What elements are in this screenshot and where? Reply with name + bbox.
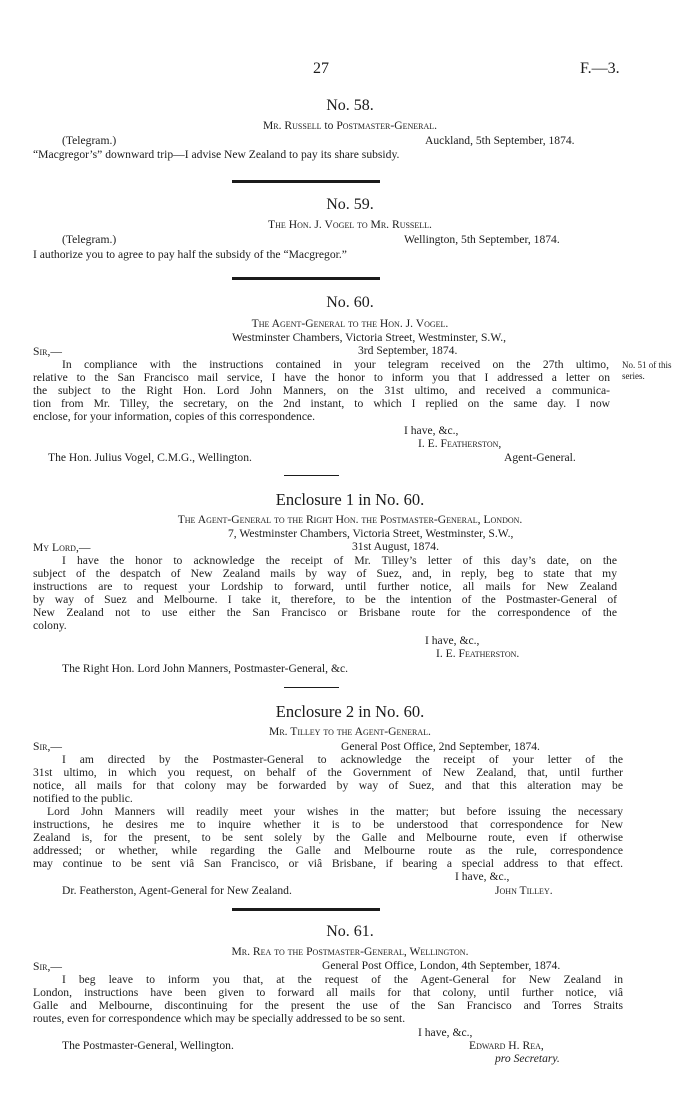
enclosure-2-closing: I have, &c., bbox=[455, 870, 510, 883]
item-61-heading: Mr. Rea to the Postmaster-General, Wellington. bbox=[231, 945, 469, 958]
enclosure-2-addressee: Dr. Featherston, Agent-General for New Zealand. bbox=[62, 884, 292, 897]
item-61-addressee: The Postmaster-General, Wellington. bbox=[62, 1039, 234, 1052]
margin-note: No. 51 of this bbox=[622, 360, 672, 370]
enclosure-2-body-line: notice, all mails for that colony may be forwarded by way of Suez, and that this alteration may be bbox=[33, 779, 623, 792]
item-61-body-line: Galle and Melbourne, discontinuing for the present the use of the San Francisco and Torres Straits bbox=[33, 999, 623, 1012]
item-61-body-line: London, instructions have been given to forward all mails for that colony, until further notice, viâ bbox=[33, 986, 623, 999]
item-61-signatory-title: pro Secretary. bbox=[495, 1052, 560, 1065]
item-61-signature: Edward H. Rea, bbox=[469, 1039, 544, 1052]
page-number: 27 bbox=[313, 60, 329, 77]
item-59-heading: The Hon. J. Vogel to Mr. Russell. bbox=[268, 218, 432, 231]
item-59-text: I authorize you to agree to pay half the subsidy of the “Macgregor.” bbox=[33, 248, 347, 261]
item-60-body-line: tion from Mr. Tilley, the secretary, on the 2nd instant, to which I replied on the same day. I now bbox=[33, 397, 610, 410]
item-60-heading: The Agent-General to the Hon. J. Vogel. bbox=[251, 317, 449, 330]
enclosure-1-heading: The Agent-General to the Right Hon. the Postmaster-General, London. bbox=[177, 513, 523, 526]
item-61-body-line: I beg leave to inform you that, at the request of the Agent-General for New Zealand in bbox=[62, 973, 623, 986]
item-59-telegram-label: (Telegram.) bbox=[62, 233, 117, 246]
enclosure-2-signature: John Tilley. bbox=[495, 884, 553, 897]
enclosure-1-signature: I. E. Featherston. bbox=[436, 647, 520, 660]
section-divider bbox=[232, 180, 380, 183]
enclosure-2-body-line: may continue to be sent viâ San Francisco, or viâ Brisbane, if bearing a special address to that effect. bbox=[33, 857, 623, 870]
enclosure-2-body-line: notified to the public. bbox=[33, 792, 133, 805]
item-59-place-date: Wellington, 5th September, 1874. bbox=[404, 233, 560, 246]
enclosure-2-body-line: 31st ultimo, in which you request, on behalf of the Government of New Zealand, that, until further bbox=[33, 766, 623, 779]
enclosure-2-address: General Post Office, 2nd September, 1874. bbox=[341, 740, 540, 753]
item-61-closing: I have, &c., bbox=[418, 1026, 473, 1039]
enclosure-1-salutation: My Lord,— bbox=[33, 541, 91, 554]
enclosure-2-salutation: Sir,— bbox=[33, 740, 62, 753]
enclosure-1-closing: I have, &c., bbox=[425, 634, 480, 647]
item-58-text: “Macgregor’s” downward trip—I advise New Zealand to pay its share subsidy. bbox=[33, 148, 400, 161]
enclosure-1-body-line: colony. bbox=[33, 619, 67, 632]
enclosure-2-body-line: I am directed by the Postmaster-General to acknowledge the receipt of your letter of the bbox=[62, 753, 623, 766]
section-divider bbox=[284, 475, 339, 476]
item-60-signature: I. E. Featherston, bbox=[418, 437, 502, 450]
section-divider bbox=[284, 687, 339, 688]
enclosure-1-address: 7, Westminster Chambers, Victoria Street, Westminster, S.W., bbox=[228, 527, 514, 540]
paper-reference: F.—3. bbox=[580, 60, 620, 77]
margin-note: series. bbox=[622, 371, 645, 381]
item-58-place-date: Auckland, 5th September, 1874. bbox=[425, 134, 575, 147]
item-60-body-line: enclose, for your information, copies of this correspondence. bbox=[33, 410, 316, 423]
item-58-telegram-label: (Telegram.) bbox=[62, 134, 117, 147]
item-60-address: Westminster Chambers, Victoria Street, Westminster, S.W., bbox=[232, 331, 507, 344]
item-59-title: No. 59. bbox=[326, 196, 374, 213]
item-61-salutation: Sir,— bbox=[33, 960, 62, 973]
item-60-body-line: In compliance with the instructions contained in your telegram received on the 27th ultimo, bbox=[62, 358, 609, 371]
item-61-body-line: routes, even for correspondence which may be specially addressed to be so sent. bbox=[33, 1012, 406, 1025]
item-58-heading: Mr. Russell to Postmaster-General. bbox=[262, 119, 438, 132]
item-60-date: 3rd September, 1874. bbox=[358, 344, 458, 357]
item-60-body-line: relative to the San Francisco mail service, I have the honor to inform you that I addressed a letter on bbox=[33, 371, 610, 384]
enclosure-1-addressee: The Right Hon. Lord John Manners, Postmaster-General, &c. bbox=[62, 662, 349, 675]
enclosure-2-body-line: instructions, he desires me to inquire whether it is to be understood that correspondence for New bbox=[33, 818, 623, 831]
item-60-body-line: the subject to the Right Hon. Lord John Manners, on the 31st ultimo, and received a communica- bbox=[33, 384, 610, 397]
section-divider bbox=[232, 277, 380, 280]
item-60-closing: I have, &c., bbox=[404, 424, 459, 437]
item-61-title: No. 61. bbox=[326, 923, 374, 940]
enclosure-2-heading: Mr. Tilley to the Agent-General. bbox=[269, 725, 431, 738]
enclosure-2-body-line: addressed; or whether, while regarding the Galle and Melbourne route as the rule, correspondence bbox=[33, 844, 623, 857]
enclosure-1-title: Enclosure 1 in No. 60. bbox=[275, 490, 425, 509]
item-58-title: No. 58. bbox=[326, 97, 374, 114]
item-60-addressee: The Hon. Julius Vogel, C.M.G., Wellington. bbox=[48, 451, 252, 464]
enclosure-1-body-line: instructions are to request your Lordship to forward, until further notice, all mails for New Zealand bbox=[33, 580, 617, 593]
enclosure-1-date: 31st August, 1874. bbox=[352, 540, 439, 553]
enclosure-1-body-line: by way of Suez and Melbourne. I take it, therefore, to be the intention of the Postmaster-General of bbox=[33, 593, 617, 606]
enclosure-1-body-line: New Zealand not to use either the San Francisco or Brisbane route for the correspondence of the bbox=[33, 606, 617, 619]
enclosure-1-body-line: I have the honor to acknowledge the receipt of Mr. Tilley’s letter of this day’s date, on the bbox=[62, 554, 617, 567]
item-61-address: General Post Office, London, 4th September, 1874. bbox=[322, 959, 561, 972]
section-divider bbox=[232, 908, 380, 911]
item-60-title: No. 60. bbox=[326, 294, 374, 311]
enclosure-1-body-line: subject of the despatch of New Zealand mails by way of Suez, and, in reply, beg to state that my bbox=[33, 567, 617, 580]
enclosure-2-body-line: Zealand is, for the present, to be sent solely by the Galle and Melbourne route, even if otherwise bbox=[33, 831, 623, 844]
enclosure-2-title: Enclosure 2 in No. 60. bbox=[275, 702, 425, 721]
item-60-salutation: Sir,— bbox=[33, 345, 62, 358]
item-60-signatory-title: Agent-General. bbox=[504, 451, 576, 464]
enclosure-2-body-line: Lord John Manners will readily meet your wishes in the matter; but before issuing the necessary bbox=[47, 805, 623, 818]
